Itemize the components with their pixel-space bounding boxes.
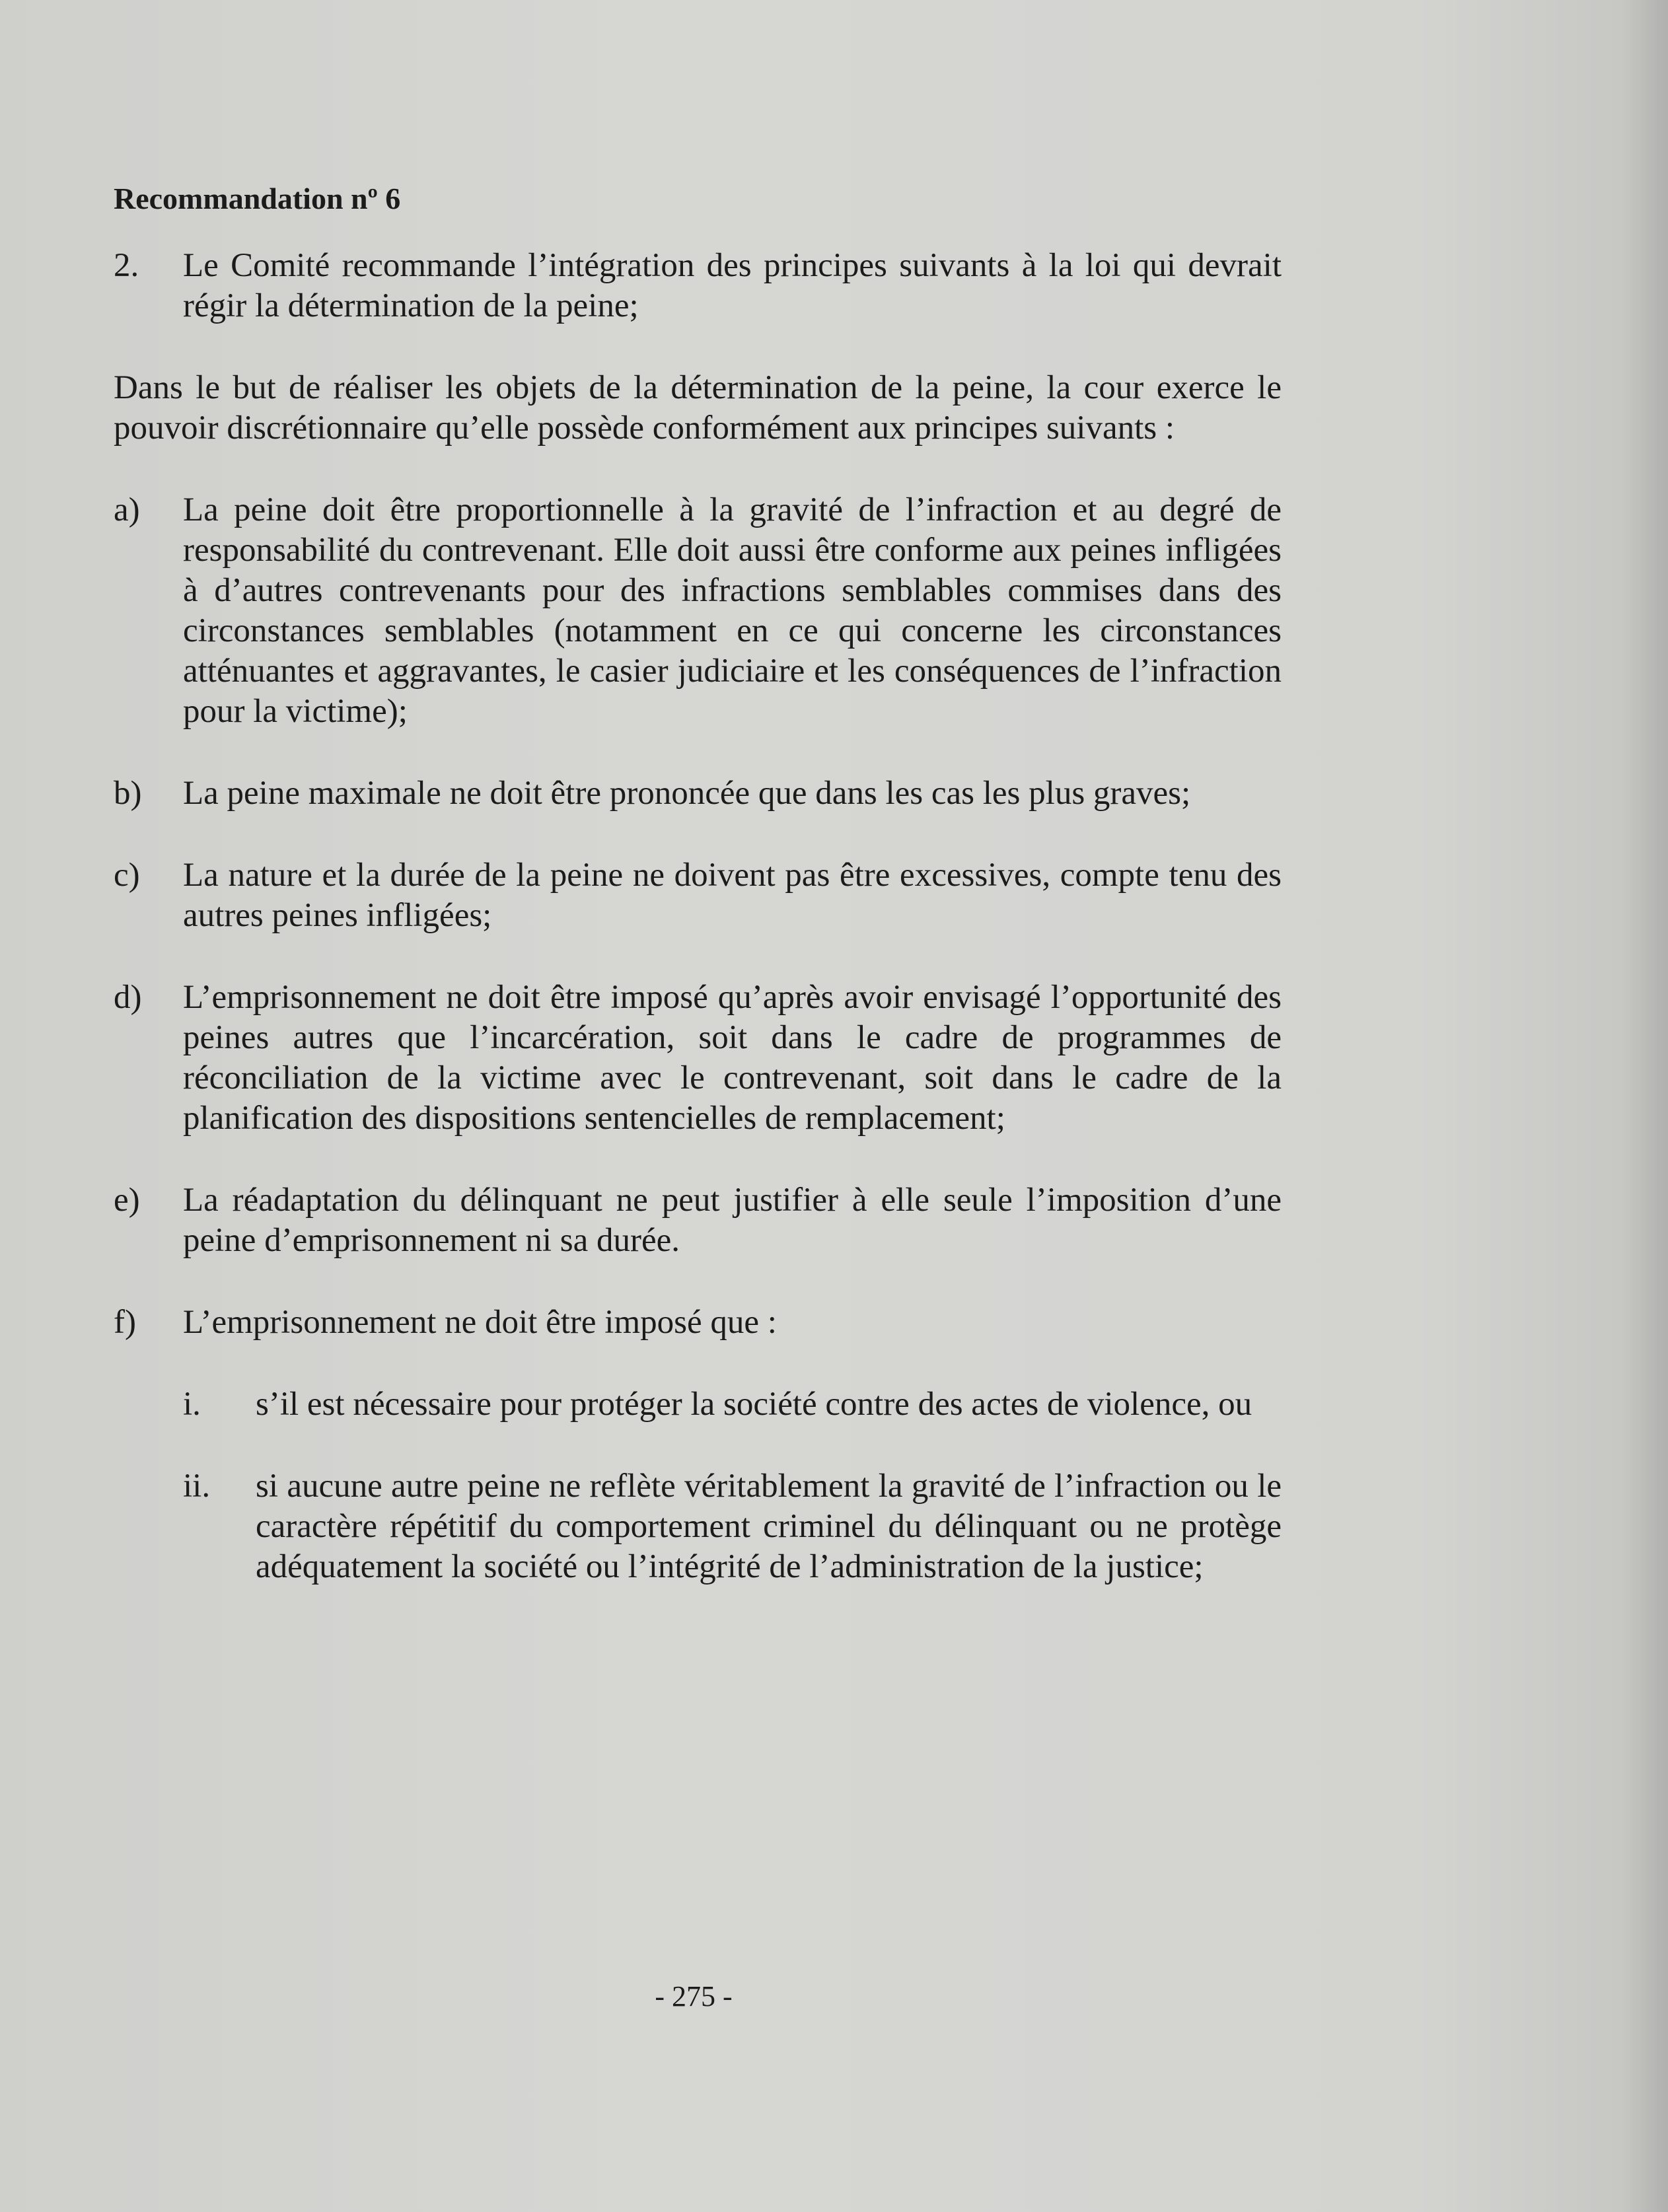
list-item-letter: f) <box>114 1304 136 1341</box>
lead-paragraph: Dans le but de réaliser les objets de la détermination de la peine, la cour exerce le pouvoir discrétionnaire qu’elle possède conformément aux principes suivants : <box>114 369 1282 446</box>
sublist <box>183 1384 1282 1587</box>
page-edge-shadow <box>1622 0 1668 2212</box>
paragraph-number: 2. <box>114 247 139 284</box>
numbered-paragraph <box>114 246 1282 326</box>
list-item-letter: a) <box>114 491 140 528</box>
sublist-item-text: s’il est nécessaire pour protéger la société contre des actes de violence, ou <box>256 1386 1252 1423</box>
list-item <box>114 978 1282 1139</box>
list-item-text: La nature et la durée de la peine ne doivent pas être excessives, compte tenu des autres peines infligées; <box>183 857 1282 934</box>
sublist-item-text: si aucune autre peine ne reflète véritablement la gravité de l’infraction ou le caractère répétitif du comportement criminel du délinquant ou ne protège adéquatement la société ou l’intégrité de l’administration de la justice; <box>256 1468 1282 1585</box>
page-content <box>114 178 1282 1629</box>
list-item-letter: e) <box>114 1182 140 1219</box>
page-number: - 275 - <box>655 1980 733 2013</box>
list-item-text: La peine maximale ne doit être prononcée que dans les cas les plus graves; <box>183 775 1191 812</box>
list-item-text: La réadaptation du délinquant ne peut justifier à elle seule l’imposition d’une peine d’emprisonnement ni sa durée. <box>183 1182 1282 1259</box>
list-item <box>114 490 1282 732</box>
list-item-letter: b) <box>114 775 142 812</box>
list-item <box>114 855 1282 936</box>
list-item <box>114 1180 1282 1261</box>
list-item-letter: d) <box>114 979 142 1016</box>
sublist-item <box>183 1466 1282 1587</box>
sublist-item-numeral: ii. <box>183 1468 211 1505</box>
sublist-item <box>183 1384 1282 1425</box>
recommendation-heading: Recommandation nº 6 <box>114 182 401 215</box>
list-item-text: L’emprisonnement ne doit être imposé qu’après avoir envisagé l’opportunité des peines autres que l’incarcération, soit dans le cadre de programmes de réconciliation de la victime avec le contrevenant, soit dans le cadre de la planification des dispositions sentencielles de remplacement; <box>183 979 1282 1137</box>
list-item-letter: c) <box>114 857 140 894</box>
list-item-text: La peine doit être proportionnelle à la gravité de l’infraction et au degré de responsabilité du contrevenant. Elle doit aussi être conforme aux peines infligées à d’autres contrevenants pour des infractions semblables commises dans des circonstances semblables (notamment en ce qui concerne les circonstances atténuantes et aggravantes, le casier judiciaire et les conséquences de l’infraction pour la victime); <box>183 491 1282 730</box>
paragraph-text: Le Comité recommande l’intégration des principes suivants à la loi qui devrait régir la détermination de la peine; <box>183 247 1282 324</box>
list-item <box>114 1302 1282 1343</box>
list-item <box>114 773 1282 814</box>
list-item-text: L’emprisonnement ne doit être imposé que : <box>183 1304 777 1341</box>
sublist-item-numeral: i. <box>183 1386 201 1423</box>
